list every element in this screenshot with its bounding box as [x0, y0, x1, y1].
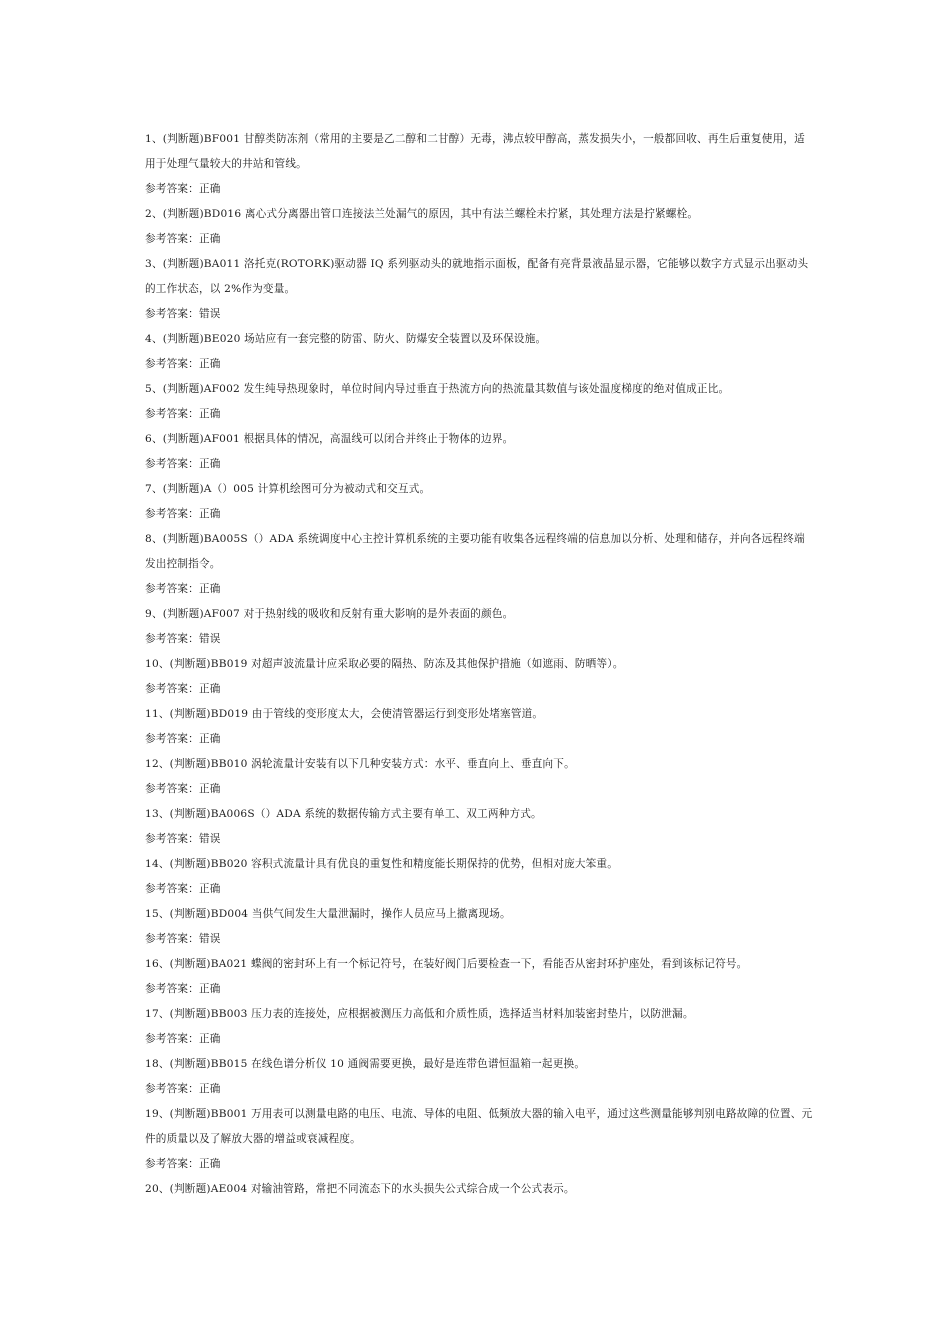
answer-line [145, 1077, 815, 1102]
answer-line [145, 502, 815, 527]
answer-value: 正确 [198, 1158, 221, 1170]
question-text: 7、(判断题)A（）005 计算机绘图可分为被动式和交互式。 [145, 483, 431, 495]
answer-line [145, 1027, 815, 1052]
answer-value: 错误 [198, 308, 221, 320]
answer-line [145, 727, 815, 752]
answer-value: 正确 [198, 583, 221, 595]
answer-line [145, 927, 815, 952]
answer-label: 参考答案： [145, 783, 199, 795]
question-text: 3、(判断题)BA011 洛托克(ROTORK)驱动器 IQ 系列驱动头的就地指示面板，配备有亮背景液晶显示器，它能够以数字方式显示出驱动头的工作状态，以 2%作为变量。 [145, 258, 809, 295]
question-text: 19、(判断题)BB001 万用表可以测量电路的电压、电流、导体的电阻、低频放大器的输入电平，通过这些测量能够判别电路故障的位置、元件的质量以及了解放大器的增益或衰减程度。 [145, 1108, 813, 1145]
answer-value: 正确 [198, 983, 221, 995]
answer-value: 错误 [198, 933, 221, 945]
answer-label: 参考答案： [145, 983, 199, 995]
answer-value: 正确 [198, 783, 221, 795]
question-text: 6、(判断题)AF001 根据具体的情况，高温线可以闭合并终止于物体的边界。 [145, 433, 514, 445]
answer-label: 参考答案： [145, 408, 199, 420]
question-text: 12、(判断题)BB010 涡轮流量计安装有以下几种安装方式：水平、垂直向上、垂直向下。 [145, 758, 575, 770]
question-text: 1、(判断题)BF001 甘醇类防冻剂（常用的主要是乙二醇和二甘醇）无毒，沸点较甲醇高，蒸发损失小，一般都回收、再生后重复使用，适用于处理气量较大的井站和管线。 [145, 133, 805, 170]
question-text: 9、(判断题)AF007 对于热射线的吸收和反射有重大影响的是外表面的颜色。 [145, 608, 514, 620]
answer-value: 正确 [198, 408, 221, 420]
answer-label: 参考答案： [145, 1033, 199, 1045]
answer-line [145, 402, 815, 427]
question-list [145, 127, 815, 1202]
answer-label: 参考答案： [145, 833, 199, 845]
answer-label: 参考答案： [145, 183, 199, 195]
question-text: 17、(判断题)BB003 压力表的连接处，应根据被测压力高低和介质性质，选择适当材料加装密封垫片，以防泄漏。 [145, 1008, 694, 1020]
answer-line [145, 827, 815, 852]
answer-line [145, 352, 815, 377]
answer-line [145, 627, 815, 652]
answer-value: 正确 [198, 883, 221, 895]
answer-line [145, 977, 815, 1002]
answer-value: 正确 [198, 508, 221, 520]
question-text: 15、(判断题)BD004 当供气间发生大量泄漏时，操作人员应马上撤离现场。 [145, 908, 511, 920]
answer-value: 正确 [198, 183, 221, 195]
answer-value: 正确 [198, 1083, 221, 1095]
answer-line [145, 177, 815, 202]
answer-label: 参考答案： [145, 633, 199, 645]
answer-label: 参考答案： [145, 883, 199, 895]
answer-line [145, 877, 815, 902]
answer-value: 正确 [198, 733, 221, 745]
question-text: 13、(判断题)BA006S（）ADA 系统的数据传输方式主要有单工、双工两种方式。 [145, 808, 542, 820]
answer-label: 参考答案： [145, 583, 199, 595]
answer-line [145, 227, 815, 252]
answer-line [145, 677, 815, 702]
answer-label: 参考答案： [145, 233, 199, 245]
answer-value: 错误 [198, 633, 221, 645]
question-text: 11、(判断题)BD019 由于管线的变形度太大，会使清管器运行到变形处堵塞管道。 [145, 708, 544, 720]
question-text: 18、(判断题)BB015 在线色谱分析仪 10 通阀需要更换，最好是连带色谱恒温箱一起更换。 [145, 1058, 586, 1070]
answer-label: 参考答案： [145, 308, 199, 320]
question-text: 16、(判断题)BA021 蝶阀的密封环上有一个标记符号，在装好阀门后要检查一下，看能否从密封环护座处，看到该标记符号。 [145, 958, 748, 970]
answer-value: 正确 [198, 233, 221, 245]
answer-label: 参考答案： [145, 683, 199, 695]
answer-label: 参考答案： [145, 358, 199, 370]
answer-label: 参考答案： [145, 508, 199, 520]
question-text: 5、(判断题)AF002 发生纯导热现象时，单位时间内导过垂直于热流方向的热流量其数值与该处温度梯度的绝对值成正比。 [145, 383, 730, 395]
answer-line [145, 452, 815, 477]
answer-label: 参考答案： [145, 1083, 199, 1095]
answer-value: 正确 [198, 683, 221, 695]
question-text: 20、(判断题)AE004 对输油管路，常把不同流态下的水头损失公式综合成一个公式表示。 [145, 1183, 575, 1195]
answer-label: 参考答案： [145, 1158, 199, 1170]
answer-label: 参考答案： [145, 458, 199, 470]
question-text: 4、(判断题)BE020 场站应有一套完整的防雷、防火、防爆安全装置以及环保设施。 [145, 333, 547, 345]
answer-label: 参考答案： [145, 933, 199, 945]
answer-value: 正确 [198, 358, 221, 370]
document-page [145, 127, 815, 1202]
answer-value: 正确 [198, 1033, 221, 1045]
question-text: 10、(判断题)BB019 对超声波流量计应采取必要的隔热、防冻及其他保护措施（如遮雨、防晒等）。 [145, 658, 624, 670]
question-text: 8、(判断题)BA005S（）ADA 系统调度中心主控计算机系统的主要功能有收集各远程终端的信息加以分析、处理和储存，并向各远程终端发出控制指令。 [145, 533, 805, 570]
answer-line [145, 1152, 815, 1177]
question-text: 14、(判断题)BB020 容积式流量计具有优良的重复性和精度能长期保持的优势，但相对庞大笨重。 [145, 858, 619, 870]
answer-value: 错误 [198, 833, 221, 845]
question-text: 2、(判断题)BD016 离心式分离器出管口连接法兰处漏气的原因，其中有法兰螺栓未拧紧，其处理方法是拧紧螺栓。 [145, 208, 699, 220]
answer-line [145, 577, 815, 602]
answer-line [145, 777, 815, 802]
answer-label: 参考答案： [145, 733, 199, 745]
answer-value: 正确 [198, 458, 221, 470]
answer-line [145, 302, 815, 327]
